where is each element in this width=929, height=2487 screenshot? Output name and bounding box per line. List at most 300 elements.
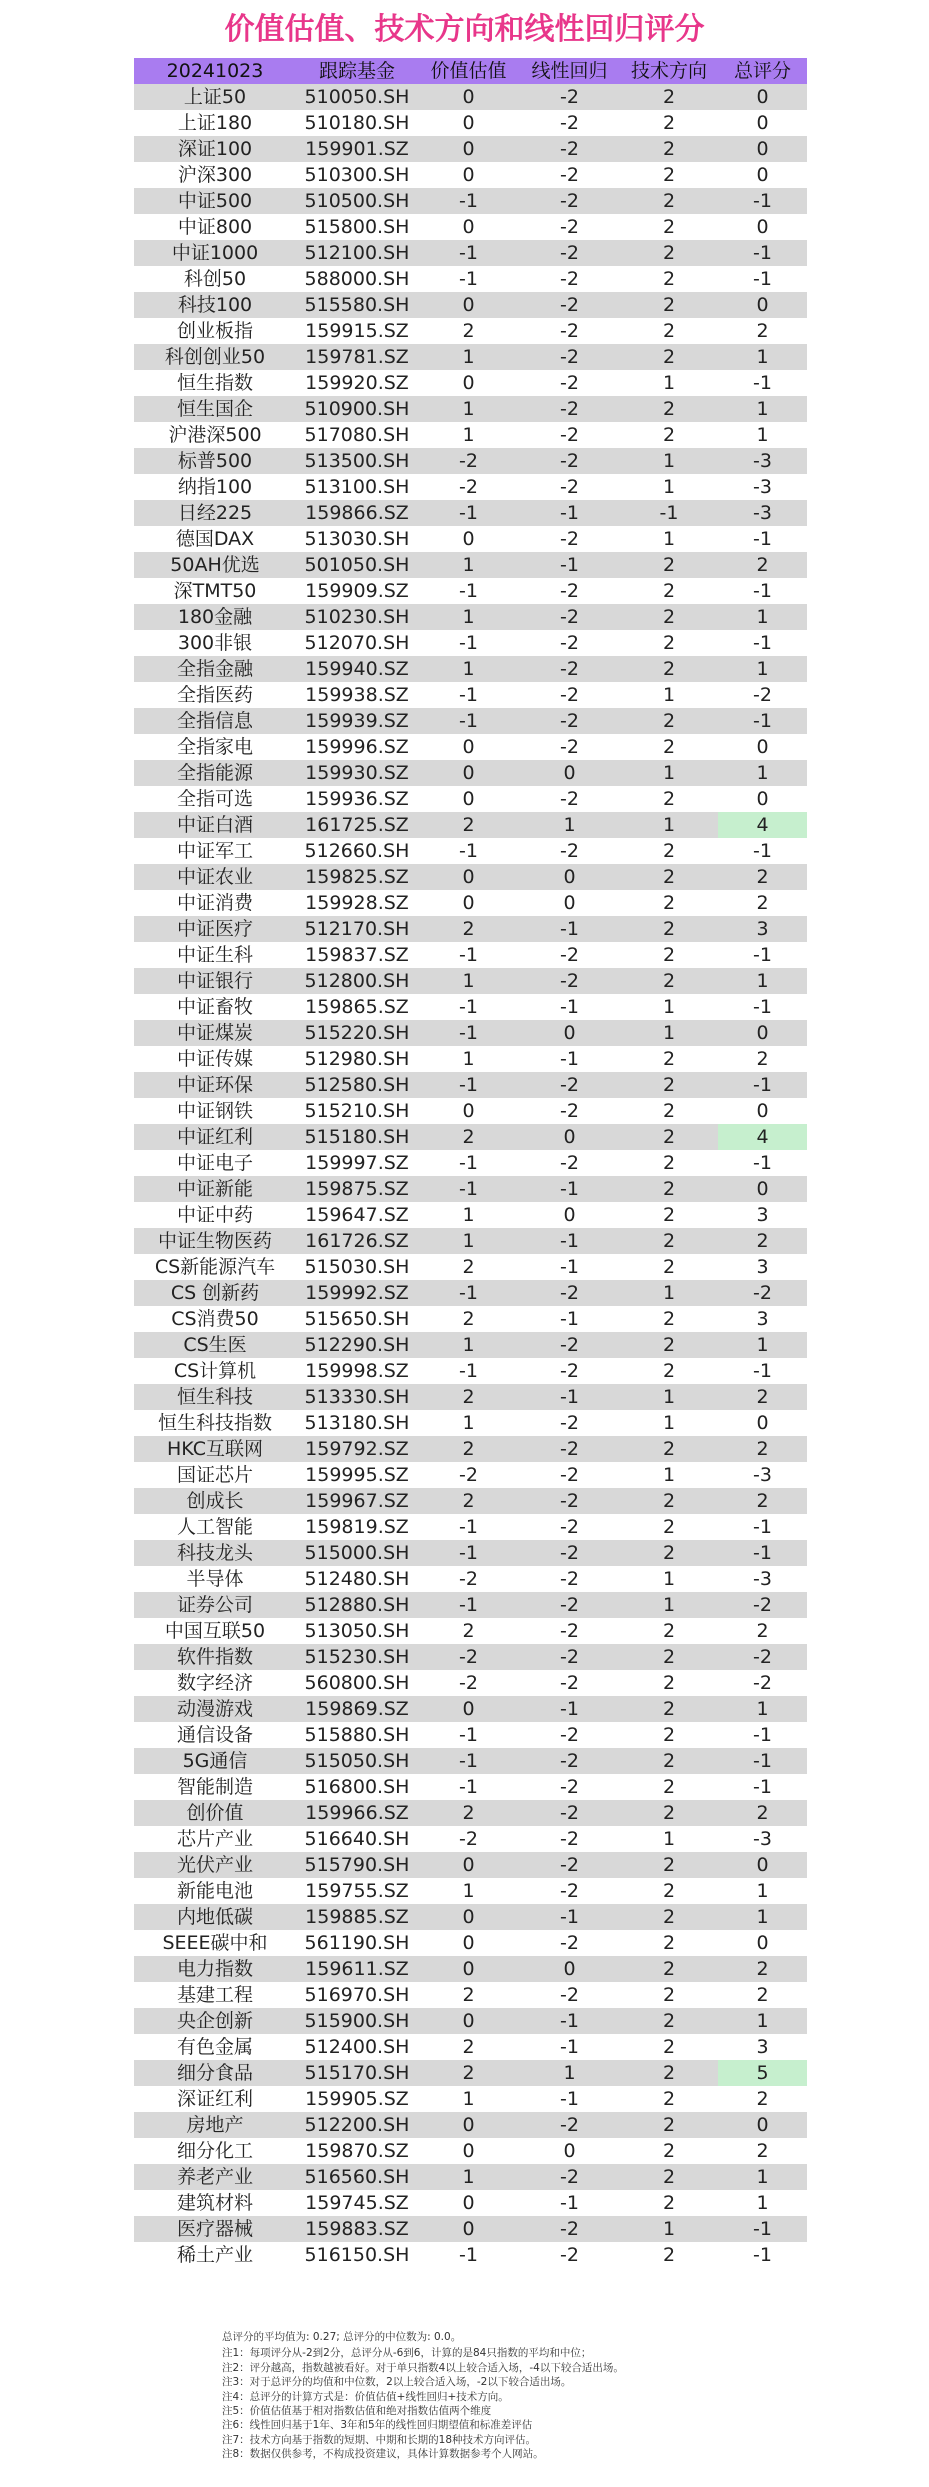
index-name: 中证银行 xyxy=(176,970,253,992)
index-name: 全指能源 xyxy=(176,762,253,784)
regression-score: -2 xyxy=(560,476,579,498)
table-row xyxy=(134,2112,807,2138)
header-fund: 跟踪基金 xyxy=(318,60,395,82)
valuation-score: 2 xyxy=(462,1386,475,1408)
valuation-score: 2 xyxy=(462,2036,475,2058)
technical-score: 2 xyxy=(662,320,676,342)
regression-score: -2 xyxy=(560,2166,579,2188)
fund-code: 159647.SZ xyxy=(305,1204,409,1226)
regression-score: -1 xyxy=(560,1386,579,1408)
index-name: 创成长 xyxy=(186,1490,244,1512)
total-score: 2 xyxy=(756,1490,769,1512)
technical-score: 2 xyxy=(662,2114,676,2136)
table-row xyxy=(134,1124,807,1150)
table-row xyxy=(134,1332,807,1358)
regression-score: 0 xyxy=(563,866,576,888)
fund-code: 510180.SH xyxy=(304,112,410,134)
index-name: 中证农业 xyxy=(176,866,253,888)
table-row xyxy=(134,1644,807,1670)
index-name: 中证畜牧 xyxy=(176,996,253,1018)
fund-code: 159995.SZ xyxy=(305,1464,409,1486)
total-score: 3 xyxy=(756,918,769,940)
technical-score: 1 xyxy=(662,1828,676,1850)
fund-code: 512400.SH xyxy=(304,2036,410,2058)
total-score: -1 xyxy=(753,190,772,212)
valuation-score: -1 xyxy=(459,1022,478,1044)
regression-score: -2 xyxy=(560,1074,579,1096)
total-score: -3 xyxy=(753,502,772,524)
index-name: 恒生指数 xyxy=(176,372,253,394)
index-name: 中证消费 xyxy=(176,892,253,914)
table-row xyxy=(134,1098,807,1124)
technical-score: 2 xyxy=(662,580,676,602)
total-score: -2 xyxy=(753,1282,772,1304)
table-row xyxy=(134,136,807,162)
technical-score: 2 xyxy=(662,2062,676,2084)
index-name: 中证新能 xyxy=(176,1178,253,1200)
regression-score: -1 xyxy=(560,996,579,1018)
table-row xyxy=(134,370,807,396)
total-score: 3 xyxy=(756,1308,769,1330)
index-name: 动漫游戏 xyxy=(176,1698,253,1720)
technical-score: 2 xyxy=(662,216,676,238)
regression-score: -1 xyxy=(560,1308,579,1330)
technical-score: 2 xyxy=(662,1178,676,1200)
total-score: 3 xyxy=(756,1204,769,1226)
total-score: 0 xyxy=(756,164,769,186)
index-name: 纳指100 xyxy=(177,476,253,498)
valuation-score: 0 xyxy=(462,762,475,784)
total-score: 2 xyxy=(756,2088,769,2110)
table-row xyxy=(134,1488,807,1514)
table-row xyxy=(134,1046,807,1072)
table-header-row xyxy=(134,58,807,84)
technical-score: 2 xyxy=(662,1984,676,2006)
table-row xyxy=(134,1722,807,1748)
technical-score: 2 xyxy=(662,112,676,134)
valuation-score: -2 xyxy=(459,476,478,498)
index-name: 有色金属 xyxy=(176,2036,253,2058)
regression-score: -2 xyxy=(560,684,579,706)
total-score: 5 xyxy=(718,2060,807,2086)
table-row xyxy=(134,1618,807,1644)
regression-score: 1 xyxy=(563,814,576,836)
technical-score: 1 xyxy=(662,372,676,394)
regression-score: -2 xyxy=(560,346,579,368)
valuation-score: 0 xyxy=(462,2140,475,2162)
table-row xyxy=(134,1904,807,1930)
table-row xyxy=(134,1826,807,1852)
technical-score: 2 xyxy=(662,1204,676,1226)
regression-score: -2 xyxy=(560,1334,579,1356)
fund-code: 515210.SH xyxy=(304,1100,410,1122)
total-score: 1 xyxy=(756,346,769,368)
fund-code: 516970.SH xyxy=(304,1984,410,2006)
technical-score: 2 xyxy=(662,1802,676,1824)
technical-score: 1 xyxy=(662,1412,676,1434)
technical-score: 2 xyxy=(662,2244,676,2266)
table-row xyxy=(134,448,807,474)
total-score: -3 xyxy=(753,476,772,498)
valuation-score: -1 xyxy=(459,1152,478,1174)
technical-score: 2 xyxy=(662,1126,676,1148)
fund-code: 159837.SZ xyxy=(305,944,409,966)
fund-code: 159938.SZ xyxy=(305,684,409,706)
index-name: 稀土产业 xyxy=(176,2244,253,2266)
total-score: 1 xyxy=(756,424,769,446)
valuation-score: 0 xyxy=(462,892,475,914)
technical-score: 2 xyxy=(662,346,676,368)
header-regression: 线性回归 xyxy=(531,60,608,82)
valuation-score: 1 xyxy=(462,970,475,992)
fund-code: 159885.SZ xyxy=(305,1906,409,1928)
index-name: 科创50 xyxy=(183,268,247,290)
technical-score: 2 xyxy=(662,1516,676,1538)
index-name: 细分食品 xyxy=(176,2062,253,2084)
valuation-score: 0 xyxy=(462,216,475,238)
fund-code: 515180.SH xyxy=(304,1126,410,1148)
regression-score: -2 xyxy=(560,710,579,732)
total-score: 0 xyxy=(756,1178,769,1200)
index-name: 300非银 xyxy=(177,632,253,654)
technical-score: 2 xyxy=(662,242,676,264)
index-name: 数字经济 xyxy=(176,1672,253,1694)
regression-score: 0 xyxy=(563,1204,576,1226)
fund-code: 515580.SH xyxy=(304,294,410,316)
technical-score: 2 xyxy=(662,164,676,186)
table-row xyxy=(134,1800,807,1826)
valuation-score: 1 xyxy=(462,1204,475,1226)
technical-score: 2 xyxy=(662,1932,676,1954)
header-technical: 技术方向 xyxy=(630,60,707,82)
total-score: 1 xyxy=(756,606,769,628)
index-name: 科技龙头 xyxy=(176,1542,253,1564)
table-row xyxy=(134,500,807,526)
valuation-score: 0 xyxy=(462,2218,475,2240)
index-name: 基建工程 xyxy=(176,1984,253,2006)
technical-score: 2 xyxy=(662,944,676,966)
index-name: 深证红利 xyxy=(176,2088,253,2110)
table-row xyxy=(134,916,807,942)
table-row xyxy=(134,1020,807,1046)
table-body xyxy=(134,84,807,2268)
index-name: 房地产 xyxy=(186,2114,244,2136)
table-row xyxy=(134,1670,807,1696)
index-name: 科创创业50 xyxy=(164,346,266,368)
total-score: 0 xyxy=(756,1022,769,1044)
total-score: -1 xyxy=(753,1724,772,1746)
technical-score: 2 xyxy=(662,2192,676,2214)
total-score: -1 xyxy=(753,1152,772,1174)
fund-code: 515900.SH xyxy=(304,2010,410,2032)
index-name: 软件指数 xyxy=(176,1646,253,1668)
table-row xyxy=(134,1930,807,1956)
total-score: 3 xyxy=(756,2036,769,2058)
regression-score: -1 xyxy=(560,2010,579,2032)
regression-score: -2 xyxy=(560,112,579,134)
total-score: 0 xyxy=(756,216,769,238)
fund-code: 512170.SH xyxy=(304,918,410,940)
table-row xyxy=(134,812,807,838)
regression-score: -2 xyxy=(560,632,579,654)
total-score: 2 xyxy=(756,1620,769,1642)
total-score: 1 xyxy=(756,2192,769,2214)
valuation-score: -1 xyxy=(459,684,478,706)
fund-code: 512200.SH xyxy=(304,2114,410,2136)
valuation-score: -1 xyxy=(459,840,478,862)
valuation-score: 2 xyxy=(462,918,475,940)
total-score: 0 xyxy=(756,112,769,134)
valuation-score: -2 xyxy=(459,1464,478,1486)
index-name: 新能电池 xyxy=(176,1880,253,1902)
fund-code: 588000.SH xyxy=(304,268,410,290)
technical-score: 2 xyxy=(662,1880,676,1902)
index-name: 中证电子 xyxy=(176,1152,253,1174)
fund-code: 513500.SH xyxy=(304,450,410,472)
total-score: 1 xyxy=(756,2166,769,2188)
fund-code: 515170.SH xyxy=(304,2062,410,2084)
table-row xyxy=(134,1462,807,1488)
technical-score: 2 xyxy=(662,840,676,862)
valuation-score: 1 xyxy=(462,554,475,576)
table-row xyxy=(134,1748,807,1774)
fund-code: 159940.SZ xyxy=(305,658,409,680)
table-row xyxy=(134,968,807,994)
index-name: 180金融 xyxy=(177,606,253,628)
valuation-score: -1 xyxy=(459,944,478,966)
technical-score: 1 xyxy=(662,528,676,550)
fund-code: 515650.SH xyxy=(304,1308,410,1330)
fund-code: 159781.SZ xyxy=(305,346,409,368)
technical-score: 2 xyxy=(662,1698,676,1720)
valuation-score: 1 xyxy=(462,1048,475,1070)
valuation-score: 1 xyxy=(462,1412,475,1434)
valuation-score: -1 xyxy=(459,2244,478,2266)
total-score: -3 xyxy=(753,1568,772,1590)
regression-score: -2 xyxy=(560,2218,579,2240)
regression-score: -2 xyxy=(560,1646,579,1668)
total-score: 0 xyxy=(756,736,769,758)
valuation-score: -1 xyxy=(459,1542,478,1564)
regression-score: -2 xyxy=(560,1360,579,1382)
index-name: 恒生科技 xyxy=(176,1386,253,1408)
total-score: 0 xyxy=(756,1854,769,1876)
note-line: 注8：数据仅供参考，不构成投资建议，具体计算数据参考个人网站。 xyxy=(222,2448,544,2461)
fund-code: 515030.SH xyxy=(304,1256,410,1278)
table-row xyxy=(134,2086,807,2112)
index-name: 半导体 xyxy=(186,1568,244,1590)
total-score: 4 xyxy=(718,812,807,838)
index-name: 中国互联50 xyxy=(164,1620,266,1642)
technical-score: 2 xyxy=(662,632,676,654)
technical-score: 2 xyxy=(662,918,676,940)
total-score: 2 xyxy=(756,2140,769,2162)
header-total: 总评分 xyxy=(733,60,791,82)
regression-score: -2 xyxy=(560,1984,579,2006)
table-row xyxy=(134,474,807,500)
table-row xyxy=(134,110,807,136)
fund-code: 512480.SH xyxy=(304,1568,410,1590)
footnotes xyxy=(222,2330,842,2462)
table-row xyxy=(134,864,807,890)
table-row xyxy=(134,2190,807,2216)
technical-score: 2 xyxy=(662,788,676,810)
index-name: 恒生国企 xyxy=(176,398,253,420)
technical-score: 2 xyxy=(662,2010,676,2032)
table-row xyxy=(134,942,807,968)
note-line: 注5：价值估值基于相对指数估值和绝对指数估值两个维度 xyxy=(222,2405,492,2418)
total-score: 1 xyxy=(756,658,769,680)
table-row xyxy=(134,188,807,214)
fund-code: 560800.SH xyxy=(304,1672,410,1694)
technical-score: 1 xyxy=(662,476,676,498)
table-row xyxy=(134,1202,807,1228)
valuation-score: 0 xyxy=(462,528,475,550)
index-name: 中证环保 xyxy=(176,1074,253,1096)
index-name: 国证芯片 xyxy=(176,1464,253,1486)
total-score: -1 xyxy=(753,2244,772,2266)
fund-code: 159920.SZ xyxy=(305,372,409,394)
valuation-score: 2 xyxy=(462,1490,475,1512)
index-name: 中证白酒 xyxy=(176,814,253,836)
table-row xyxy=(134,2008,807,2034)
regression-score: -1 xyxy=(560,2088,579,2110)
technical-score: 2 xyxy=(662,268,676,290)
regression-score: -2 xyxy=(560,242,579,264)
regression-score: -1 xyxy=(560,1906,579,1928)
technical-score: 2 xyxy=(662,1334,676,1356)
index-name: 光伏产业 xyxy=(176,1854,253,1876)
total-score: 1 xyxy=(756,762,769,784)
technical-score: 1 xyxy=(662,996,676,1018)
regression-score: -2 xyxy=(560,398,579,420)
valuation-score: 1 xyxy=(462,1230,475,1252)
technical-score: 2 xyxy=(662,294,676,316)
regression-score: -1 xyxy=(560,1698,579,1720)
fund-code: 561190.SH xyxy=(304,1932,410,1954)
total-score: -1 xyxy=(753,1542,772,1564)
technical-score: 2 xyxy=(662,190,676,212)
valuation-score: -1 xyxy=(459,268,478,290)
regression-score: -2 xyxy=(560,1542,579,1564)
total-score: 0 xyxy=(756,1932,769,1954)
index-name: 全指家电 xyxy=(176,736,253,758)
valuation-score: 2 xyxy=(462,1126,475,1148)
index-name: 日经225 xyxy=(177,502,253,524)
regression-score: -2 xyxy=(560,2114,579,2136)
valuation-score: 1 xyxy=(462,2166,475,2188)
technical-score: 2 xyxy=(662,1074,676,1096)
fund-code: 515050.SH xyxy=(304,1750,410,1772)
technical-score: 2 xyxy=(662,1958,676,1980)
table-row xyxy=(134,630,807,656)
index-name: 建筑材料 xyxy=(176,2192,253,2214)
valuation-score: 0 xyxy=(462,2010,475,2032)
regression-score: -1 xyxy=(560,1178,579,1200)
fund-code: 159909.SZ xyxy=(305,580,409,602)
fund-code: 159870.SZ xyxy=(305,2140,409,2162)
index-name: 中证红利 xyxy=(176,1126,253,1148)
regression-score: -2 xyxy=(560,1568,579,1590)
header-valuation: 价值估值 xyxy=(430,60,507,82)
regression-score: -2 xyxy=(560,138,579,160)
regression-score: -2 xyxy=(560,788,579,810)
valuation-score: 2 xyxy=(462,320,475,342)
index-name: 医疗器械 xyxy=(176,2218,253,2240)
valuation-score: 0 xyxy=(462,1698,475,1720)
technical-score: 1 xyxy=(662,450,676,472)
valuation-score: -1 xyxy=(459,1724,478,1746)
fund-code: 159825.SZ xyxy=(305,866,409,888)
table-row xyxy=(134,2138,807,2164)
valuation-score: 1 xyxy=(462,424,475,446)
total-score: -1 xyxy=(753,372,772,394)
fund-code: 515230.SH xyxy=(304,1646,410,1668)
index-name: 中证1000 xyxy=(171,242,259,264)
index-name: 央企创新 xyxy=(176,2010,253,2032)
technical-score: 2 xyxy=(662,970,676,992)
technical-score: 2 xyxy=(662,892,676,914)
table-row xyxy=(134,1774,807,1800)
regression-score: -2 xyxy=(560,1620,579,1642)
note-list xyxy=(222,2346,842,2461)
total-score: -1 xyxy=(753,1074,772,1096)
table-row xyxy=(134,708,807,734)
valuation-score: 0 xyxy=(462,2114,475,2136)
index-name: 全指医药 xyxy=(176,684,253,706)
valuation-score: 1 xyxy=(462,606,475,628)
valuation-score: 0 xyxy=(462,372,475,394)
regression-score: -2 xyxy=(560,736,579,758)
total-score: 0 xyxy=(756,788,769,810)
index-name: CS消费50 xyxy=(171,1308,259,1330)
regression-score: -2 xyxy=(560,1750,579,1772)
table-row xyxy=(134,1358,807,1384)
regression-score: -2 xyxy=(560,840,579,862)
index-name: 内地低碳 xyxy=(176,1906,253,1928)
valuation-score: -1 xyxy=(459,1074,478,1096)
table-row xyxy=(134,656,807,682)
index-name: 人工智能 xyxy=(176,1516,253,1538)
fund-code: 512880.SH xyxy=(304,1594,410,1616)
total-score: -1 xyxy=(753,710,772,732)
table-row xyxy=(134,2164,807,2190)
valuation-score: -2 xyxy=(459,1672,478,1694)
technical-score: 2 xyxy=(662,424,676,446)
fund-code: 515790.SH xyxy=(304,1854,410,1876)
total-score: -1 xyxy=(753,632,772,654)
fund-code: 513030.SH xyxy=(304,528,410,550)
fund-code: 159792.SZ xyxy=(305,1438,409,1460)
fund-code: 517080.SH xyxy=(304,424,410,446)
fund-code: 159936.SZ xyxy=(305,788,409,810)
index-name: 深TMT50 xyxy=(173,580,257,602)
technical-score: 1 xyxy=(662,1594,676,1616)
table-row xyxy=(134,1982,807,2008)
regression-score: -2 xyxy=(560,528,579,550)
regression-score: 0 xyxy=(563,1126,576,1148)
total-score: 2 xyxy=(756,1048,769,1070)
index-name: 通信设备 xyxy=(176,1724,253,1746)
index-name: 中证500 xyxy=(177,190,253,212)
fund-code: 159996.SZ xyxy=(305,736,409,758)
index-name: 上证50 xyxy=(183,86,247,108)
technical-score: 2 xyxy=(662,736,676,758)
total-score: 2 xyxy=(756,1802,769,1824)
header-date: 20241023 xyxy=(166,60,264,82)
regression-score: -2 xyxy=(560,970,579,992)
index-name: CS新能源汽车 xyxy=(154,1256,276,1278)
